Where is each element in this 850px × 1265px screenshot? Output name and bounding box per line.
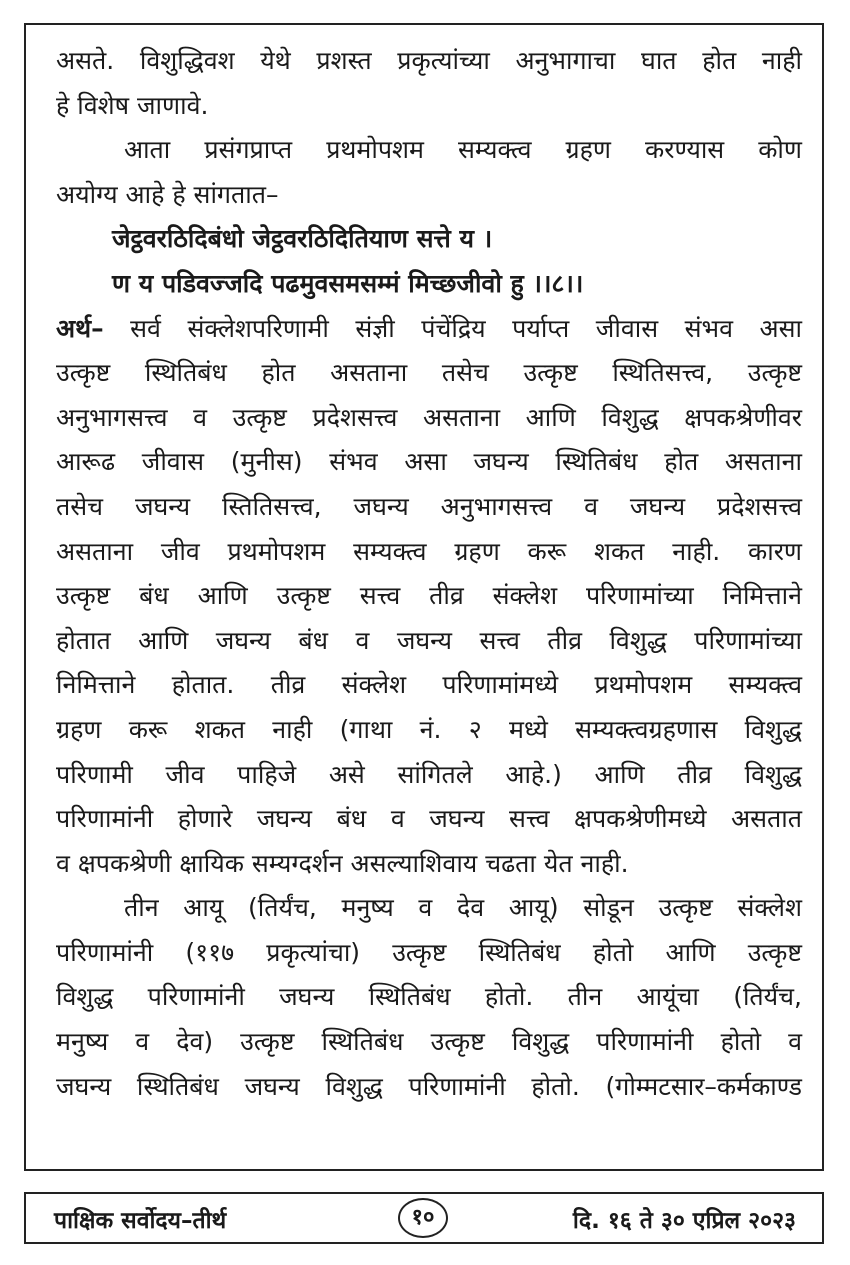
meaning-line: अनुभागसत्त्व व उत्कृष्ट प्रदेशसत्त्व असताना आणि विशुद्ध क्षपकश्रेणीवर — [56, 402, 802, 432]
meaning-line: ग्रहण करू शकत नाही (गाथा नं. २ मध्ये सम्यक्त्वग्रहणास विशुद्ध — [56, 714, 802, 744]
meaning-line: असताना जीव प्रथमोपशम सम्यक्त्व ग्रहण करू शकत नाही. कारण — [56, 536, 802, 566]
para2-line: परिणामांनी (११७ प्रकृत्यांचा) उत्कृष्ट स्थितिबंध होतो आणि उत्कृष्ट — [56, 937, 802, 967]
meaning-label: अर्थ– — [56, 313, 104, 343]
issue-date: दि. १६ ते ३० एप्रिल २०२३ — [572, 1208, 796, 1234]
body-line: अयोग्य आहे हे सांगतात– — [56, 179, 279, 209]
body-line: आता प्रसंगप्राप्त प्रथमोपशम सम्यक्त्व ग्रहण करण्यास कोण — [124, 135, 802, 165]
publication-name: पाक्षिक सर्वोदय–तीर्थ — [54, 1208, 227, 1234]
body-line: असते. विशुद्धिवश येथे प्रशस्त प्रकृत्यांच्या अनुभागाचा घात होत नाही — [56, 46, 802, 75]
meaning-line: निमित्ताने होतात. तीव्र संक्लेश परिणामांमध्ये प्रथमोपशम सम्यक्त्व — [56, 670, 802, 700]
page-body — [56, 39, 802, 1109]
page-footer — [24, 1192, 824, 1244]
meaning-first-text: सर्व संक्लेशपरिणामी संज्ञी पंचेंद्रिय पर्याप्त जीवास संभव असा — [130, 313, 803, 343]
meaning-line: उत्कृष्ट स्थितिबंध होत असताना तसेच उत्कृष्ट स्थितिसत्त्व, उत्कृष्ट — [56, 358, 802, 388]
verse-line: ण य पडिवज्जदि पढमुवसमसम्मं मिच्छजीवो हु ।।८।। — [112, 268, 584, 298]
para2-line: मनुष्य व देव) उत्कृष्ट स्थितिबंध उत्कृष्ट विशुद्ध परिणामांनी होतो व — [56, 1027, 802, 1057]
para2-line: तीन आयू (तिर्यंच, मनुष्य व देव आयू) सोडून उत्कृष्ट संक्लेश — [124, 893, 802, 923]
verse-line: जेट्ठवरठिदिबंधो जेट्ठवरठिदितियाण सत्ते य । — [112, 224, 493, 254]
meaning-line: तसेच जघन्य स्तितिसत्त्व, जघन्य अनुभागसत्त्व व जघन्य प्रदेशसत्त्व — [56, 491, 802, 521]
meaning-first-line — [56, 307, 802, 352]
page-number: १० — [398, 1198, 448, 1238]
meaning-line: उत्कृष्ट बंध आणि उत्कृष्ट सत्त्व तीव्र संक्लेश परिणामांच्या निमित्ताने — [56, 581, 802, 611]
body-line: हे विशेष जाणावे. — [56, 90, 209, 120]
meaning-line: आरूढ जीवास (मुनीस) संभव असा जघन्य स्थितिबंध होत असताना — [56, 447, 802, 477]
para2-line: विशुद्ध परिणामांनी जघन्य स्थितिबंध होतो. तीन आयूंचा (तिर्यंच, — [56, 982, 802, 1012]
para2-line: जघन्य स्थितिबंध जघन्य विशुद्ध परिणामांनी होतो. (गोम्मटसार–कर्मकाण्ड — [56, 1071, 802, 1101]
meaning-line: परिणामांनी होणारे जघन्य बंध व जघन्य सत्त्व क्षपकश्रेणीमध्ये असतात — [56, 804, 802, 834]
page-frame — [24, 23, 824, 1171]
meaning-line: परिणामी जीव पाहिजे असे सांगितले आहे.) आणि तीव्र विशुद्ध — [56, 759, 802, 789]
meaning-line: होतात आणि जघन्य बंध व जघन्य सत्त्व तीव्र विशुद्ध परिणामांच्या — [56, 625, 802, 655]
meaning-line: व क्षपकश्रेणी क्षायिक सम्यग्दर्शन असल्याशिवाय चढता येत नाही. — [56, 848, 629, 878]
